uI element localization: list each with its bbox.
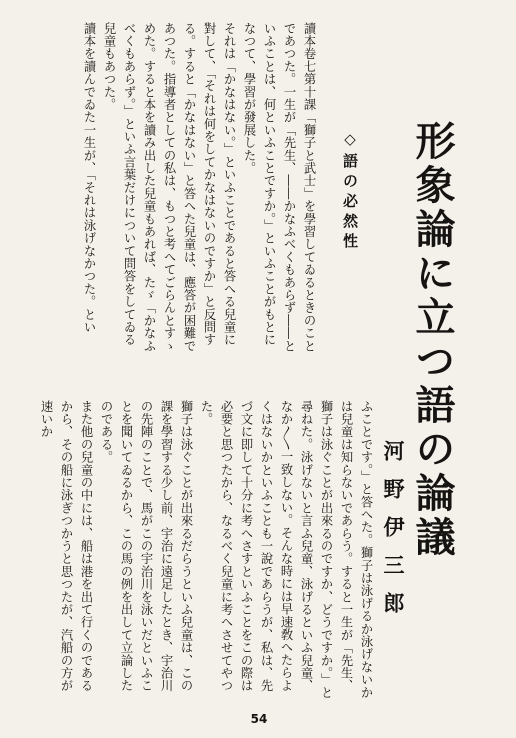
article-title: 形象論に立つ語の論議: [409, 120, 456, 560]
section-heading: ◇語の必然性: [341, 130, 359, 253]
body-text-lower: ふことです。」と答へた。獅子は泳げるか泳げないかは兒童は知らないであらう。すると一生が「先生、獅子は泳ぐことが出來るのですか、どうですか。」と尋ねた。泳げないと言ふ兒童、泳げるといふ兒童、なか〳〵一致しない。そんな時には早速敎へたらよくはないかといふことも一說であらうが、私は、先づ文に即して十分に考へさすといふことをこの際は必要と思つたから、なるべく兒童に考へさせてやつた。 獅子は泳ぐことが出來るだらうといふ兒童は、この課を學習する少し前、宇治に遠足したとき、宇治川の先陣のことで、馬がこの宇治川を泳いだといふことを聞いてゐるから、この馬の例を出して立論したのである。 また他の兒童の中には、船は港を出て行くのであるから、その船に泳ぎつかうと思つたが、汽船の方が速いか: [39, 400, 373, 699]
body-text-upper: 讀本卷七第十課「獅子と武士」を學習してゐるときのことであつた。一生が「先生、――かなふべくもあらず――といふことは、何といふことですか。」といふことがもとになつて、學習が發展した。 それは「かなはない。」といふことであると答へる兒童に對して、「それは何をしてかなはないのですか」と反問する。すると「かなはない」と答へた兒童は、應答が困難であつた。指導者としての私は、もつと考へてごらんとすゝめた。すると本を讀み出した兒童もあれば、たゞ「かなふべくもあらず。」といふ言葉だけについて問答をしてゐる兒童もあつた。 讀本を讀んでゐた一生が、「それは泳げなかつた。とい: [82, 22, 316, 353]
author-name: 河野伊三郎: [381, 440, 406, 630]
page-number: 54: [250, 712, 268, 726]
